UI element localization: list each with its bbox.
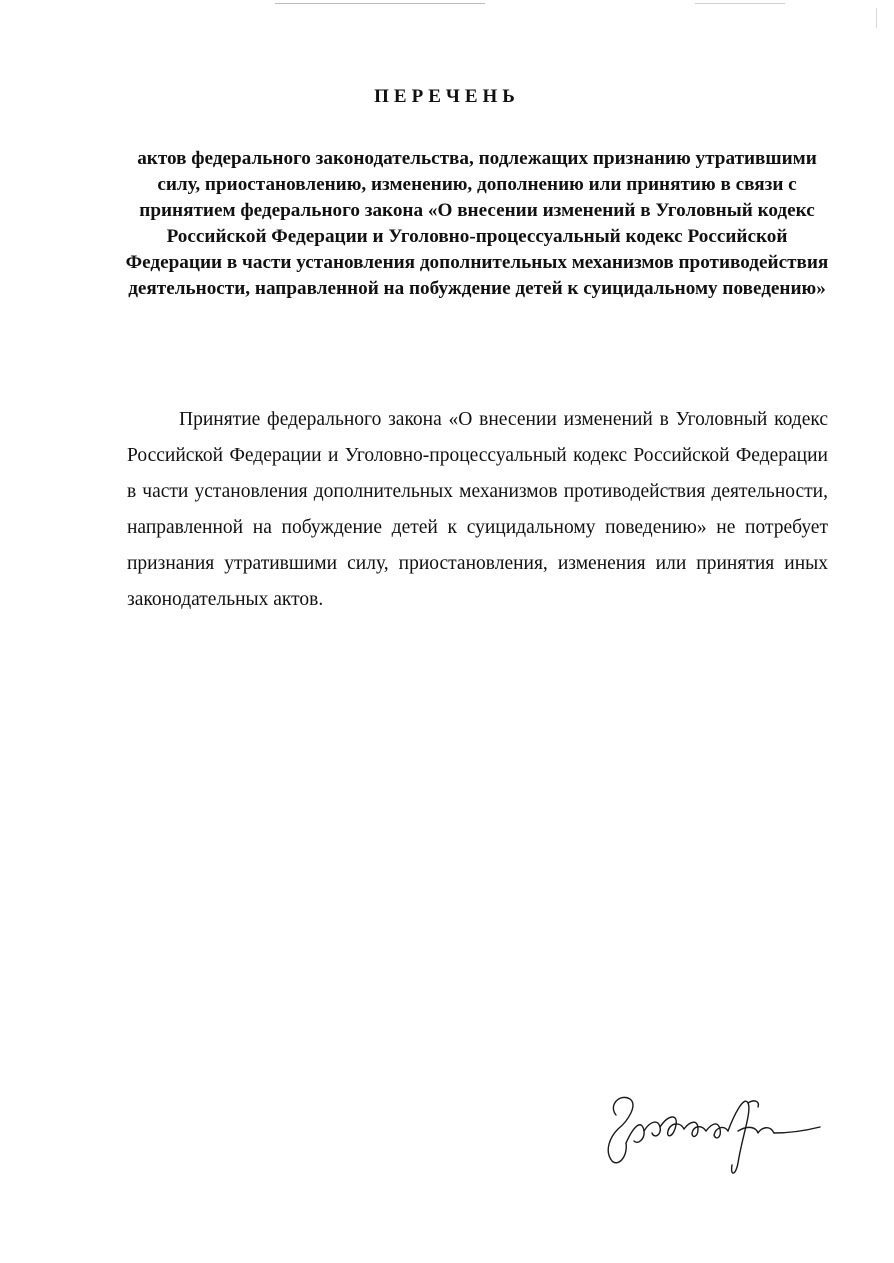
document-subtitle: актов федерального законодательства, подлежащих признанию утратившими силу, приостановлению, изменению, дополнению или принятию в связи с принятием федерального закона «О внесении изменений в Уголовный кодекс Российской Федерации и Уголовно-процессуальный кодекс Российской Федерации в части установления дополнительных механизмов противодействия деятельности, направленной на побуждение детей к суицидальному поведению» bbox=[125, 148, 829, 299]
scan-artifact-line bbox=[695, 3, 785, 4]
scan-artifact-line bbox=[876, 8, 877, 28]
document-title: ПЕРЕЧЕНЬ bbox=[374, 86, 520, 107]
scan-artifact-line bbox=[275, 3, 485, 4]
signature-icon bbox=[598, 1085, 828, 1185]
document-body-paragraph: Принятие федерального закона «О внесении изменений в Уголовный кодекс Российской Федерации и Уголовно-процессуальный кодекс Российской Федерации в части установления дополнительных механизмов противодействия деятельности, направленной на побуждение детей к суицидальному поведению» не потребует признания утратившими силу, приостановления, изменения или принятия иных законодательных актов. bbox=[127, 409, 828, 610]
